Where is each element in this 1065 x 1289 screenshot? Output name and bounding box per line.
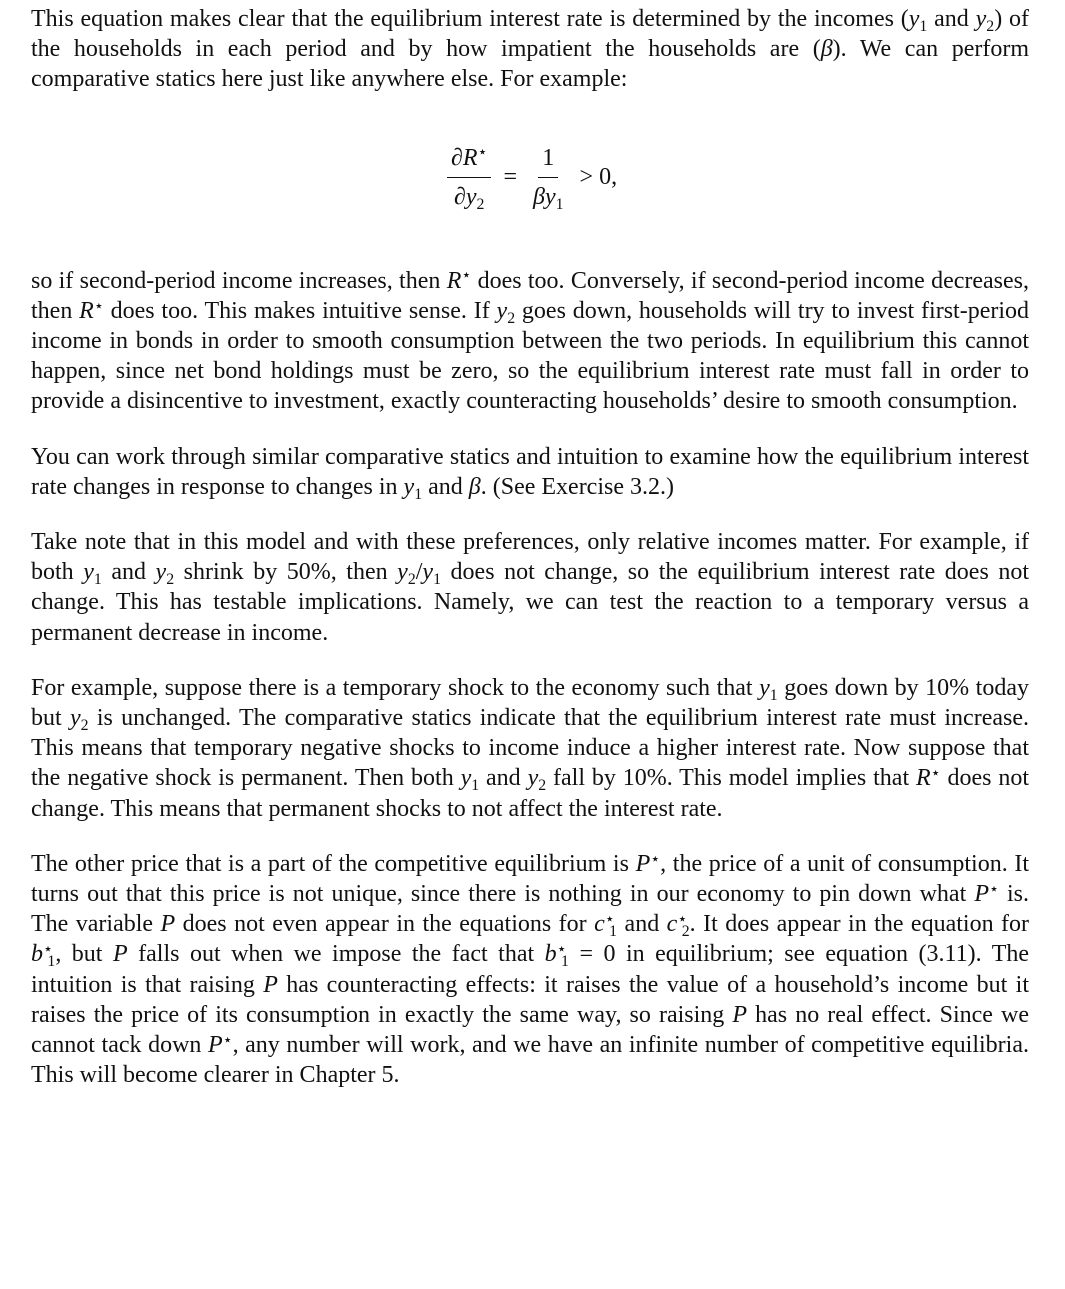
lhs-fraction: $\frac{\partial R^⋆}{\partial y_2}$ (447, 143, 491, 212)
rhs-fraction: $\frac{1}{\beta y_1}$ (533, 144, 564, 213)
display-equation (31, 95, 1029, 266)
paragraph-2: so if second-period income increases, then R⋆ does too. Conversely, if second-period income decreases, then R⋆ does too. This makes intuitive sense. If $y_2$ goes down, households will try to invest first-period income in bonds in order to smooth consumption between the two periods. In equilibrium this cannot happen, since net bond holdings must be zero, so the equilibrium interest rate must fall in order to provide a disincentive to investment, exactly counteracting households’ desire to smooth consumption. (31, 267, 1030, 415)
paragraph-3: You can work through similar comparative statics and intuition to examine how the equilibrium interest rate changes in response to changes in $y_1$ and β. (See Exercise 3.2.) (31, 443, 1029, 503)
document-page (31, 4, 1029, 1090)
paragraph-5: For example, suppose there is a temporary shock to the economy such that $y_1$ goes down by 10% today but $y_2$ is unchanged. The comparative statics indicate that the equilibrium interest rate must increase. This means that temporary negative shocks to income induce a higher interest rate. Now suppose that the negative shock is permanent. Then both $y_1$ and $y_2$ fall by 10%. This model implies that R⋆ does not change. This means that permanent shocks to not affect the interest rate. (31, 674, 1029, 822)
inequality: > 0, (579, 164, 618, 191)
paragraph-4: Take note that in this model and with these preferences, only relative incomes matter. For example, if both $y_1$ and $y_2$ shrink by 50%, then $y_2/y_1$ does not change, so the equilibrium interest rate does not change. This has testable implications. Namely, we can test the reaction to a temporary versus a permanent decrease in income. (31, 529, 1029, 646)
partial-derivative-equation (441, 143, 623, 212)
equals-sign: = (503, 164, 517, 191)
paragraph-1: This equation makes clear that the equilibrium interest rate is determined by the incomes ($y_1$ and $y_2$) of the households in each period and by how impatient the households are (β). We can perform comparative statics here just like anywhere else. For example: (31, 6, 1029, 93)
paragraph-6: The other price that is a part of the competitive equilibrium is P⋆, the price of a unit of consumption. It turns out that this price is not unique, since there is nothing in our economy to pin down what P⋆ is. The variable P does not even appear in the equations for $c^⋆_1$ and $c^⋆_2$. It does appear in the equation for $b^⋆_1$, but P falls out when we impose the fact that $b^⋆_1 = 0$ in equilibrium; see equation (3.11). The intuition is that raising P has counteracting effects: it raises the value of a household’s income but it raises the price of its consumption in exactly the same way, so raising P has no real effect. Since we cannot tack down P⋆, any number will work, and we have an infinite number of competitive equilibria. This will become clearer in Chapter 5. (31, 850, 1030, 1089)
